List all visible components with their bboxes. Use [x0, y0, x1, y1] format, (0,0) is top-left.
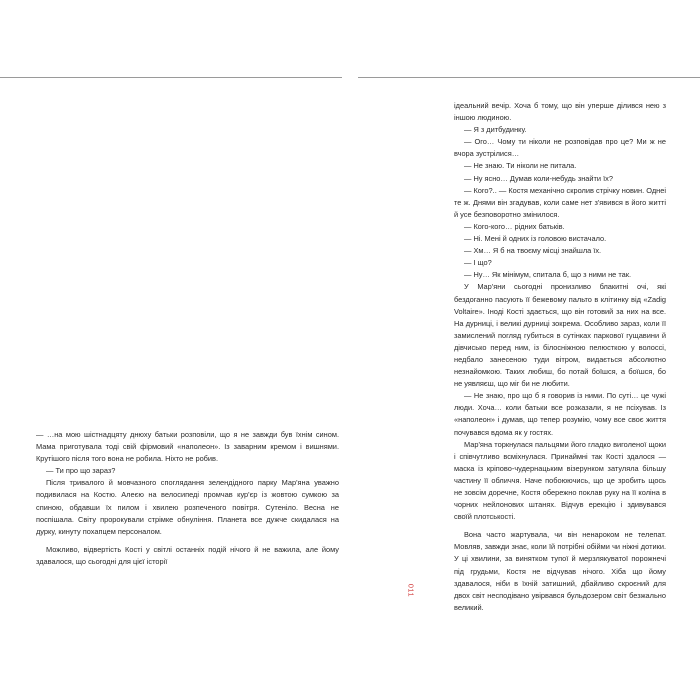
left-page-text: [36, 429, 339, 568]
paragraph: — Я з дитбудинку.: [464, 125, 527, 135]
left-header-rule: [0, 77, 342, 78]
paragraph: — Ого… Чому ти ніколи не розповідав про це? Ми ж не вчора зустрілися…: [454, 137, 666, 159]
paragraph: — …на мою шістнадцяту днюху батьки розповіли, що я не завжди був їхнім сином. Мама приготувала тоді свій фірмовий «наполеон». Із заварним кремом і вишнями. Крутішого після того вона не робила. Ніхто не робив.: [36, 430, 339, 464]
page-number: 011: [406, 583, 416, 598]
paragraph: — І що?: [464, 258, 492, 268]
paragraph: — Не знаю, про що б я говорив із ними. По суті… це чужі люди. Хоча… коли батьки все розказали, я не псіхував. Із «наполеон» і думав, що тепер розумію, чому все своє життя почувався вдома як у гостях.: [454, 391, 666, 437]
paragraph: — Ну ясно… Думав коли-небудь знайти їх?: [464, 173, 613, 183]
paragraph: — Кого?.. — Костя механічно скролив стрічку новин. Однеі те ж. Днями він згадував, коли саме нет з'явився в його житті й усе безповоротно змінилося.: [454, 185, 666, 219]
paragraph: ідеальний вечір. Хоча б тому, що він уперше ділився нею з іншою людиною.: [454, 101, 666, 123]
paragraph: Можливо, відвертість Кості у світлі останніх подій нічого й не важила, але йому здавалося, що сьогодні для цієї історії: [36, 544, 339, 566]
paragraph: Після тривалого й мовчазного споглядання зелендідного парку Мар'яна уважно подивилася на Костю. Алеєю на велосипеді промчав кур'єр із жовтою сумкою за спиною, обдавши їх пилом і хвилею розпеченого повітря. Сутеніло. Весна не поспішала. Світу пророкували стрімке обнуління. Планета все дужче скидалася на дурку, кинуту похапцем персоналом.: [36, 478, 339, 536]
paragraph: — Ні. Мені й одних із головою вистачало.: [464, 234, 607, 244]
right-header-rule: [358, 77, 700, 78]
right-page-text: [454, 100, 666, 614]
paragraph: — Ти про що зараз?: [46, 466, 116, 476]
paragraph: — Не знаю. Ти ніколи не питала.: [464, 161, 577, 171]
paragraph: Вона часто жартувала, чи він ненароком не телепат. Мовляв, завжди знає, коли їй потрібні обійми чи ніжні дотики. У ці хвилини, за винятком тупої й мерзлякуватої порожнечі під грудьми, Костя не відчував нічого. Хіба що йому здавалося, ніби в їхній затишний, дбайливо скроєний для двох світ несподівано увірвався бульдозером світ безжально великий.: [454, 530, 666, 612]
paragraph: Мар'яна торкнулася пальцями його гладко виголеної щоки і співчутливо всміхнулася. Принаймні так Кості здалося — маска із кріпово-чудернацьким візерунком затуляла більшу частину її обличчя. Наче побоюючись, що це зробить щось не зовсім доречне, Костя обережно поклав руку на її коліна в чорних нейлонових штанях. Відчув ерекцію і здивувався своїй плотськості.: [454, 439, 666, 522]
paragraph: — Ну… Як мінімум, спитала б, що з ними не так.: [464, 270, 632, 280]
paragraph: — Хм… Я б на твоєму місці знайшла їх.: [464, 246, 602, 256]
paragraph: — Кого-кого… рідних батьків.: [464, 221, 565, 231]
paragraph: У Мар'яни сьогодні пронизливо блакитні очі, які бездоганно пасують її бежевому пальто в клітинку від «Zadig Voltaire». Іноді Кості здається, що він готовий за них на все. На дурниці, і великі дурниці зокрема. Особливо зараз, коли її замислений погляд губиться в сутінках паркової гущавини й дівчисько перед ним, із білосніжною пелюсткою у волоссі, недбало занесеною туди вітром, видається абсолютно незнайомкою. Таких любиш, бо потай боїшся, а боїшся, бо не уявляєш, що міг би не любити.: [454, 282, 666, 389]
